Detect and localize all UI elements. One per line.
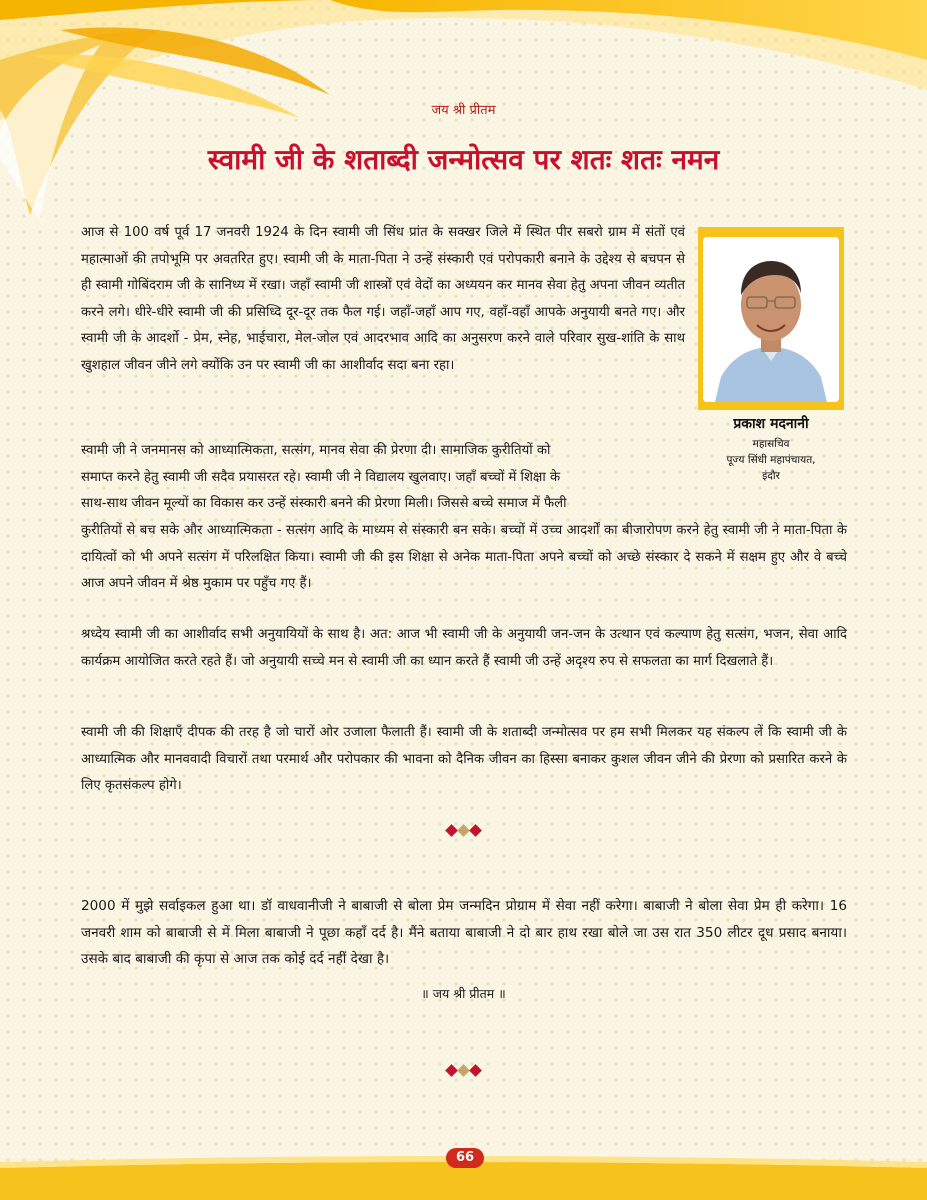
diamond-gold-icon xyxy=(457,824,470,837)
diamond-red-icon xyxy=(445,824,458,837)
author-photo xyxy=(703,237,839,402)
article-paragraph-4: स्वामी जी की शिक्षाएँ दीपक की तरह है जो चारों ओर उजाला फैलाती हैं। स्वामी जी के शताब्दी जन्मोत्सव पर हम सभी मिलकर यह संकल्प लें कि स्वामी जी के आध्यात्मिक और मानववादी विचारों तथा परमार्थ और परोपकार की भावना को दैनिक जीवन का हिस्सा बनाकर कुशल जीवन जीने की प्रेरणा को प्रसारित करने के लिए कृतसंकल्प होगे। xyxy=(81,725,847,794)
diamond-red-icon xyxy=(469,1064,482,1077)
author-organization: पूज्य सिंधी महापंचायत, xyxy=(726,454,816,466)
article-paragraph-2-body: कुरीतियों से बच सके और आध्यात्मिकता - सत्संग आदि के माध्यम से संस्कारी बन सके। बच्चों में उच्च आदर्शों का बीजारोपण करने हेतु स्वामी जी ने माता-पिता के दायित्वों को भी अपने सत्संग में परिलक्षित किया। स्वामी जी की इस शिक्षा से अनेक माता-पिता अपने बच्चों को अच्छे संस्कार दे सकने में सक्षम हुए और वे बच्चे आज अपने जीवन में श्रेष्ठ मुकाम पर पहुँच गए हैं। xyxy=(81,523,847,592)
author-portrait-image xyxy=(703,237,839,402)
article-paragraph-2-line-3: साथ-साथ जीवन मूल्यों का विकास कर उन्हें संस्कारी बनने की प्रेरणा मिली। जिससे बच्चे समाज में फैली xyxy=(81,496,567,512)
article-paragraph-2-line-2: समाप्त करने हेतु स्वामी जी सदैव प्रयासरत रहे। स्वामी जी ने विद्यालय खुलवाए। जहाँ बच्चों में शिक्षा के xyxy=(81,469,561,485)
page-title: स्वामी जी के शताब्दी जन्मोत्सव पर शतः शतः नमन xyxy=(207,143,720,176)
closing-line: ॥ जय श्री प्रीतम ॥ xyxy=(421,986,506,1001)
author-card xyxy=(698,227,844,493)
author-city: इंदौर xyxy=(762,470,780,482)
author-photo-frame xyxy=(698,227,844,410)
author-name: प्रकाश मदनानी xyxy=(733,416,809,432)
diamond-red-icon xyxy=(445,1064,458,1077)
diamond-gold-icon xyxy=(457,1064,470,1077)
page-number-badge: 66 xyxy=(446,1148,484,1168)
article-paragraph-1: आज से 100 वर्ष पूर्व 17 जनवरी 1924 के दिन स्वामी जी सिंध प्रांत के सक्खर जिले में स्थित पीर सबरो ग्राम में संतों एवं महात्माओं की तपोभूमि पर अवतरित हुए। स्वामी जी के माता-पिता ने उन्हें संस्कारी एवं परोपकारी बनाने के उद्देश्य से बचपन से ही स्वामी गोबिंदराम जी के सानिध्य में रखा। जहाँ स्वामी जी शास्त्रों एवं वेदों का अध्ययन कर मानव सेवा हेतु अपना जीवन व्यतीत करने लगे। धीरे-धीरे स्वामी जी की प्रसिध्दि दूर-दूर तक फैल गई। जहाँ-जहाँ आप गए, वहाँ-वहाँ आपके अनुयायी बनते गए। और स्वामी जी के आदर्शो - प्रेम, स्नेह, भाईचारा, मेल-जोल एवं आदरभाव आदि का अनुसरण करने वाले परिवार सुख-शांति के साथ खुशहाल जीवन जीने लगे क्योंकि उन पर स्वामी जी का आशीर्वाद सदा बना रहा। xyxy=(81,225,685,373)
diamond-divider-2 xyxy=(0,1066,927,1075)
header-tagline: जय श्री प्रीतम xyxy=(431,103,496,118)
diamond-divider-1 xyxy=(0,826,927,835)
article-paragraph-3: श्रध्देय स्वामी जी का आशीर्वाद सभी अनुयायियों के साथ है। अत: आज भी स्वामी जी के अनुयायी जन-जन के उत्थान एवं कल्याण हेतु सत्संग, भजन, सेवा आदि कार्यक्रम आयोजित करते रहते हैं। जो अनुयायी सच्चे मन से स्वामी जी का ध्यान करते हैं स्वामी जी उन्हें अदृश्य रुप से सफलता का मार्ग दिखलाते हैं। xyxy=(81,627,847,669)
author-role: महासचिव xyxy=(752,438,790,450)
article-paragraph-2-head xyxy=(81,438,685,518)
article-paragraph-2-line-1: स्वामी जी ने जनमानस को आध्यात्मिकता, सत्संग, मानव सेवा की प्रेरणा दी। सामाजिक कुरीतियों को xyxy=(81,443,551,458)
testimony-paragraph: 2000 में मुझे सर्वाइकल हुआ था। डॉ वाधवानीजी ने बाबाजी से बोला प्रेम जन्मदिन प्रोग्राम में सेवा नहीं करेगा। बाबाजी ने बोला सेवा प्रेम ही करेगा। 16 जनवरी शाम को बाबाजी से में मिला बाबाजी ने पूछा कहाँ दर्द है। मैंने बताया बाबाजी ने दो बार हाथ रखा बोले जा उस रात 350 लीटर दूध प्रसाद बनाया। उसके बाद बाबाजी की कृपा से आज तक कोई दर्द नहीं देखा है। xyxy=(81,898,847,967)
diamond-red-icon xyxy=(469,824,482,837)
